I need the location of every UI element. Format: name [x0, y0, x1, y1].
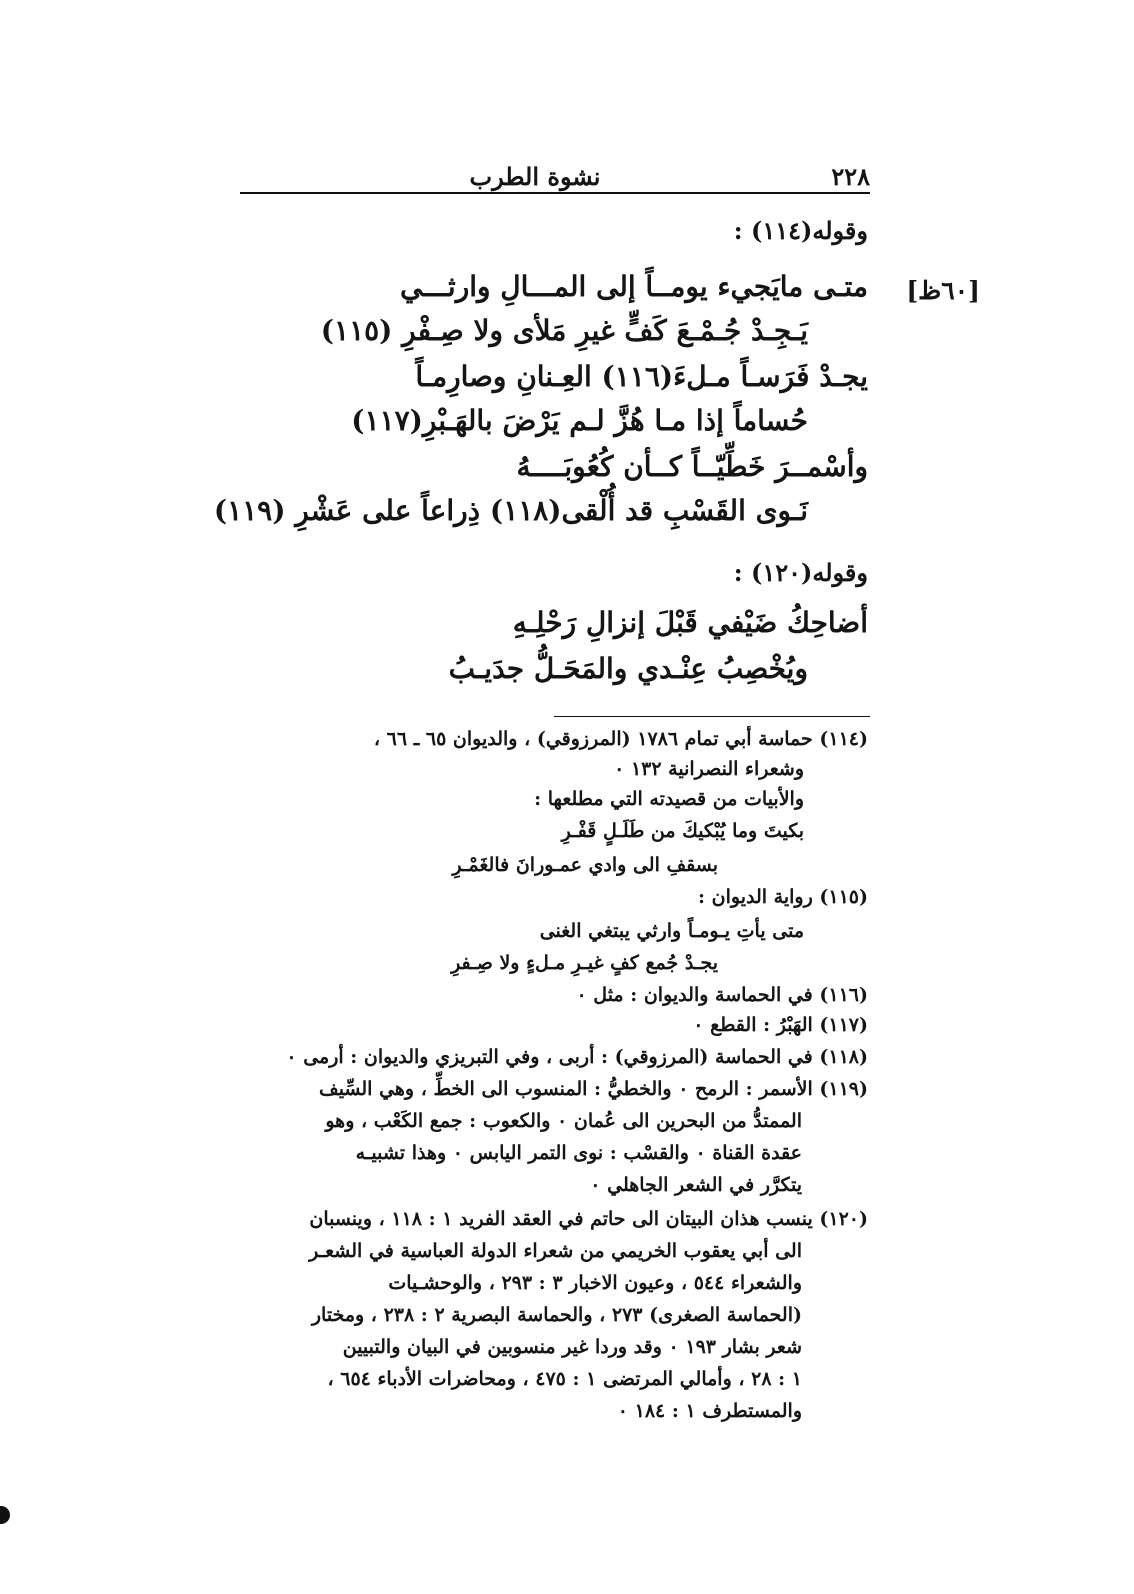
- footnote-line: والأبيات من قصيدته التي مطلعها :: [534, 788, 804, 810]
- footnote-115: (١١٥) رواية الديوان :: [698, 886, 868, 908]
- footnote-line: شعر بشار ١٩٣ ٠ وقد وردا غير منسوبين في البيان والتبيين: [342, 1336, 802, 1358]
- verse-line: ويُخْصِبُ عِنْـدي والمَحَـلُّ جدَيـبُ: [448, 652, 808, 685]
- footnote-line: (الحماسة الصغرى) ٢٧٣ ، والحماسة البصرية ٢ : ٢٣٨ ، ومختار: [311, 1304, 802, 1326]
- footnote-120: (١٢٠) ينسب هذان البيتان الى حاتم في العقد الفريد ١ : ١١٨ ، وينسبان: [309, 1208, 868, 1230]
- footnote-117: (١١٧) الهَبْرُ : القطع ٠: [693, 1014, 868, 1036]
- folio-marker: [٦٠ظ]: [906, 276, 980, 305]
- verse-line: نَـوى القَسْبِ قد أُلْقى(١١٨) ذِراعاً على عَشْرِ (١١٩): [213, 494, 808, 527]
- footnote-114: (١١٤) حماسة أبي تمام ١٧٨٦ (المرزوقي) ، والديوان ٦٥ ـ ٦٦ ،: [373, 728, 868, 750]
- footnote-119: (١١٩) الأسمر : الرمح ٠ والخطيُّ : المنسوب الى الخطِّ ، وهي السِّيف: [319, 1078, 868, 1100]
- header-rule: [240, 192, 870, 194]
- footnote-116: (١١٦) في الحماسة والديوان : مثل ٠: [576, 984, 868, 1006]
- footnote-118: (١١٨) في الحماسة (المرزوقي) : أربى ، وفي التبريزي والديوان : أرمى ٠: [286, 1046, 868, 1068]
- footnote-line: والشعراء ٥٤٤ ، وعيون الاخبار ٣ : ٢٩٣ ، والوحشـيات: [388, 1272, 802, 1294]
- verse-line: حُساماً إذا مـا هُزَّ لـم يَرْضَ بالهَـبْرِ(١١٧): [351, 404, 808, 437]
- scan-edge-mark: [0, 1506, 10, 1524]
- poem-intro-114: وقوله(١١٤) :: [733, 216, 868, 245]
- running-title: نشوة الطرب: [469, 162, 601, 191]
- footnote-line: وشعراء النصرانية ١٣٢ ٠: [614, 758, 804, 780]
- footnote-line: والمستطرف ١ : ١٨٤ ٠: [617, 1400, 802, 1422]
- footnote-line: ١ : ٢٨ ، وأمالي المرتضى ١ : ٤٧٥ ، ومحاضرات الأدباء ٦٥٤ ،: [327, 1368, 802, 1390]
- footnote-line: يتكرَّر في الشعر الجاهلي ٠: [590, 1174, 802, 1196]
- verse-line: يجـدْ فَرَسـاً مـلءَ(١١٦) العِـنانِ وصارِمـاً: [415, 360, 868, 393]
- verse-line: أضاحِكُ ضَيْفي قَبْلَ إنزالِ رَحْلِـهِ: [512, 606, 868, 639]
- footnote-verse: بكيتَ وما يُبْكيكَ من طَلَـلٍ قَفْـرِ: [561, 820, 804, 842]
- footnote-line: الى أبي يعقوب الخريمي من شعراء الدولة العباسية في الشعـر: [309, 1240, 802, 1262]
- footnote-line: الممتدُّ من البحرين الى عُمان ٠ والكعوب : جمع الكَعْب ، وهو: [325, 1110, 802, 1132]
- poem-intro-120: وقوله(١٢٠) :: [733, 558, 868, 587]
- footnote-verse: يجـدْ جُمع كفٍ غيـرِ مـلءٍ ولا صِـفرِ: [451, 952, 718, 974]
- footnote-verse: متى يأتِ يـومـاً وارثي يبتغي الغنى: [539, 920, 804, 942]
- page-number: ٢٢٨: [831, 162, 870, 191]
- verse-line: وأسْمــرَ خَطِّيّــاً كــأن كُعُوبَــــهُ: [516, 450, 868, 483]
- footnote-line: عقدة القناة ٠ والقسْب : نوى التمر اليابس ٠ وهذا تشبيـه: [355, 1142, 802, 1164]
- verse-line: يَـجِـدْ جُـمْـعَ كَفٍّ غيرِ مَلأى ولا صِـفْرِ (١١٥): [320, 314, 808, 347]
- verse-line: متـى مايَجيء يومــاً إلى المـــالِ وارثـــي: [399, 270, 868, 303]
- footnote-verse: بسقفِ الى وادي عمـورانَ فالغَمْـرِ: [452, 854, 718, 876]
- footnote-rule: [554, 716, 870, 717]
